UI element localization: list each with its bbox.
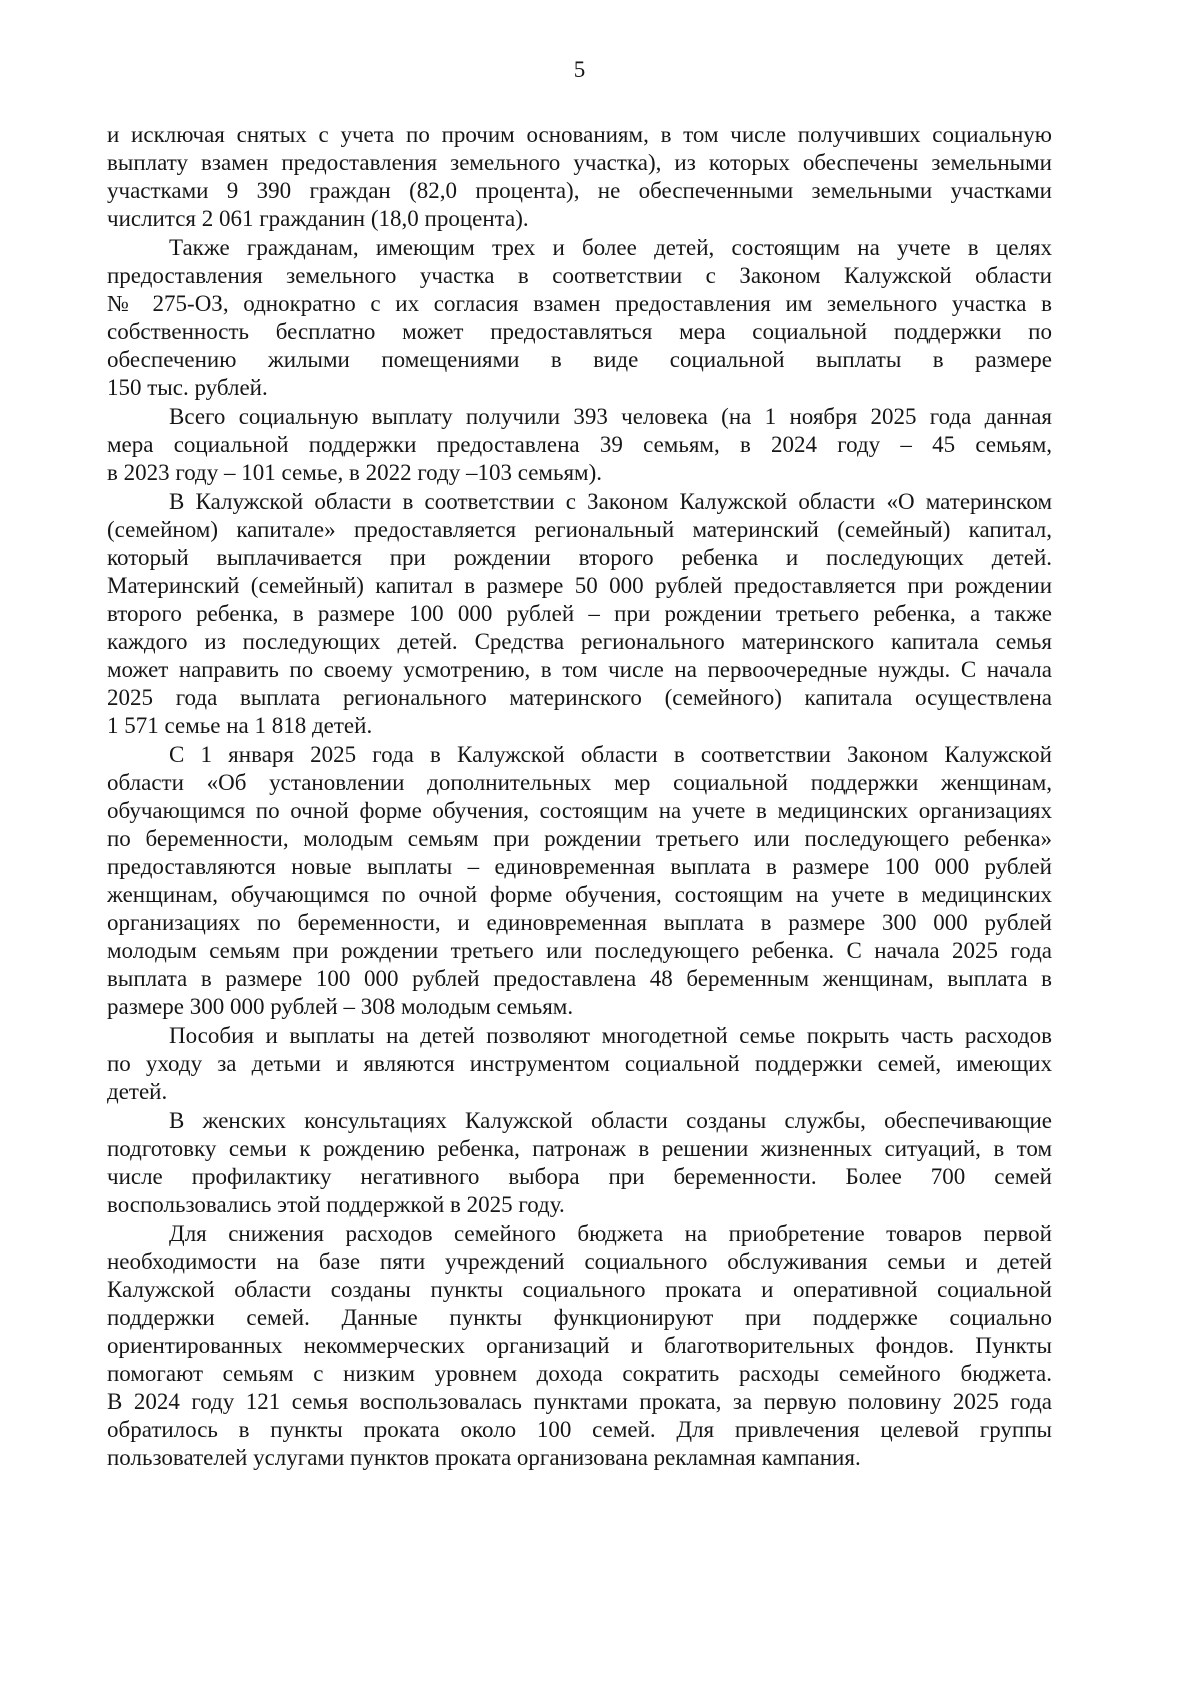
paragraph — [107, 1022, 1052, 1106]
text-line: собственность бесплатно может предоставляться мера социальной поддержки по — [107, 319, 1052, 344]
text-line: может направить по своему усмотрению, в том числе на первоочередные нужды. С начала — [107, 657, 1052, 682]
text-line: подготовку семьи к рождению ребенка, патронаж в решении жизненных ситуаций, в том — [107, 1136, 1052, 1161]
text-line: по беременности, молодым семьям при рождении третьего или последующего ребенка» — [107, 826, 1052, 851]
text-line: обеспечению жилыми помещениями в виде социальной выплаты в размере — [107, 347, 1052, 372]
text-line: Также гражданам, имеющим трех и более детей, состоящим на учете в целях — [169, 235, 1052, 260]
text-line: выплату взамен предоставления земельного участка), из которых обеспечены земельными — [107, 150, 1052, 175]
paragraph — [107, 488, 1052, 740]
text-line: 2025 года выплата регионального материнского (семейного) капитала осуществлена — [107, 685, 1052, 710]
text-line: второго ребенка, в размере 100 000 рублей – при рождении третьего ребенка, а также — [107, 601, 1052, 626]
text-line: участками 9 390 граждан (82,0 процента), не обеспеченными земельными участками — [107, 178, 1052, 203]
paragraph — [107, 1107, 1052, 1219]
text-line: В 2024 году 121 семья воспользовалась пунктами проката, за первую половину 2025 года — [107, 1389, 1052, 1414]
text-line: и исключая снятых с учета по прочим основаниям, в том числе получивших социальную — [107, 122, 1052, 147]
text-line: С 1 января 2025 года в Калужской области в соответствии Законом Калужской — [169, 742, 1052, 767]
text-line: молодым семьям при рождении третьего или последующего ребенка. С начала 2025 года — [107, 938, 1052, 963]
text-line: № 275-ОЗ, однократно с их согласия взамен предоставления им земельного участка в — [107, 291, 1052, 316]
text-line: области «Об установлении дополнительных мер социальной поддержки женщинам, — [107, 770, 1052, 795]
text-line: Пособия и выплаты на детей позволяют многодетной семье покрыть часть расходов — [169, 1023, 1052, 1048]
text-line: который выплачивается при рождении второго ребенка и последующих детей. — [107, 545, 1052, 570]
text-line: В женских консультациях Калужской области созданы службы, обеспечивающие — [169, 1108, 1052, 1133]
text-line: ориентированных некоммерческих организаций и благотворительных фондов. Пункты — [107, 1333, 1052, 1358]
text-line: В Калужской области в соответствии с Законом Калужской области «О материнском — [169, 489, 1052, 514]
text-line: числе профилактику негативного выбора при беременности. Более 700 семей — [107, 1164, 1052, 1189]
text-line: 150 тыс. рублей. — [107, 375, 268, 400]
paragraph — [107, 121, 1052, 233]
text-line: детей. — [107, 1079, 168, 1104]
text-line: мера социальной поддержки предоставлена 39 семьям, в 2024 году – 45 семьям, — [107, 432, 1052, 457]
text-line: Калужской области созданы пункты социального проката и оперативной социальной — [107, 1277, 1052, 1302]
text-line: предоставляются новые выплаты – единовременная выплата в размере 100 000 рублей — [107, 854, 1052, 879]
text-line: 1 571 семье на 1 818 детей. — [107, 713, 373, 738]
paragraph — [107, 741, 1052, 1021]
document-body — [107, 121, 1052, 1472]
text-line: числится 2 061 гражданин (18,0 процента). — [107, 206, 529, 231]
text-line: Всего социальную выплату получили 393 человека (на 1 ноября 2025 года данная — [169, 404, 1052, 429]
text-line: размере 300 000 рублей – 308 молодым семьям. — [107, 994, 574, 1019]
text-line: поддержки семей. Данные пункты функционируют при поддержке социально — [107, 1305, 1052, 1330]
page-number: 5 — [573, 57, 586, 82]
text-line: организациях по беременности, и единовременная выплата в размере 300 000 рублей — [107, 910, 1052, 935]
text-line: (семейном) капитале» предоставляется региональный материнский (семейный) капитал, — [107, 517, 1052, 542]
text-line: Материнский (семейный) капитал в размере 50 000 рублей предоставляется при рождении — [107, 573, 1052, 598]
text-line: предоставления земельного участка в соответствии с Законом Калужской области — [107, 263, 1052, 288]
text-line: каждого из последующих детей. Средства регионального материнского капитала семья — [107, 629, 1052, 654]
text-line: женщинам, обучающимся по очной форме обучения, состоящим на учете в медицинских — [107, 882, 1052, 907]
text-line: Для снижения расходов семейного бюджета на приобретение товаров первой — [169, 1221, 1052, 1246]
text-line: необходимости на базе пяти учреждений социального обслуживания семьи и детей — [107, 1249, 1052, 1274]
text-line: обратилось в пункты проката около 100 семей. Для привлечения целевой группы — [107, 1417, 1052, 1442]
text-line: помогают семьям с низким уровнем дохода сократить расходы семейного бюджета. — [107, 1361, 1052, 1386]
text-line: обучающимся по очной форме обучения, состоящим на учете в медицинских организациях — [107, 798, 1052, 823]
paragraph — [107, 1220, 1052, 1472]
text-line: по уходу за детьми и являются инструментом социальной поддержки семей, имеющих — [107, 1051, 1052, 1076]
paragraph — [107, 403, 1052, 487]
text-line: пользователей услугами пунктов проката организована рекламная кампания. — [107, 1445, 861, 1470]
paragraph — [107, 234, 1052, 402]
text-line: в 2023 году – 101 семье, в 2022 году –103 семьям). — [107, 460, 603, 485]
text-line: воспользовались этой поддержкой в 2025 году. — [107, 1192, 565, 1217]
text-line: выплата в размере 100 000 рублей предоставлена 48 беременным женщинам, выплата в — [107, 966, 1052, 991]
